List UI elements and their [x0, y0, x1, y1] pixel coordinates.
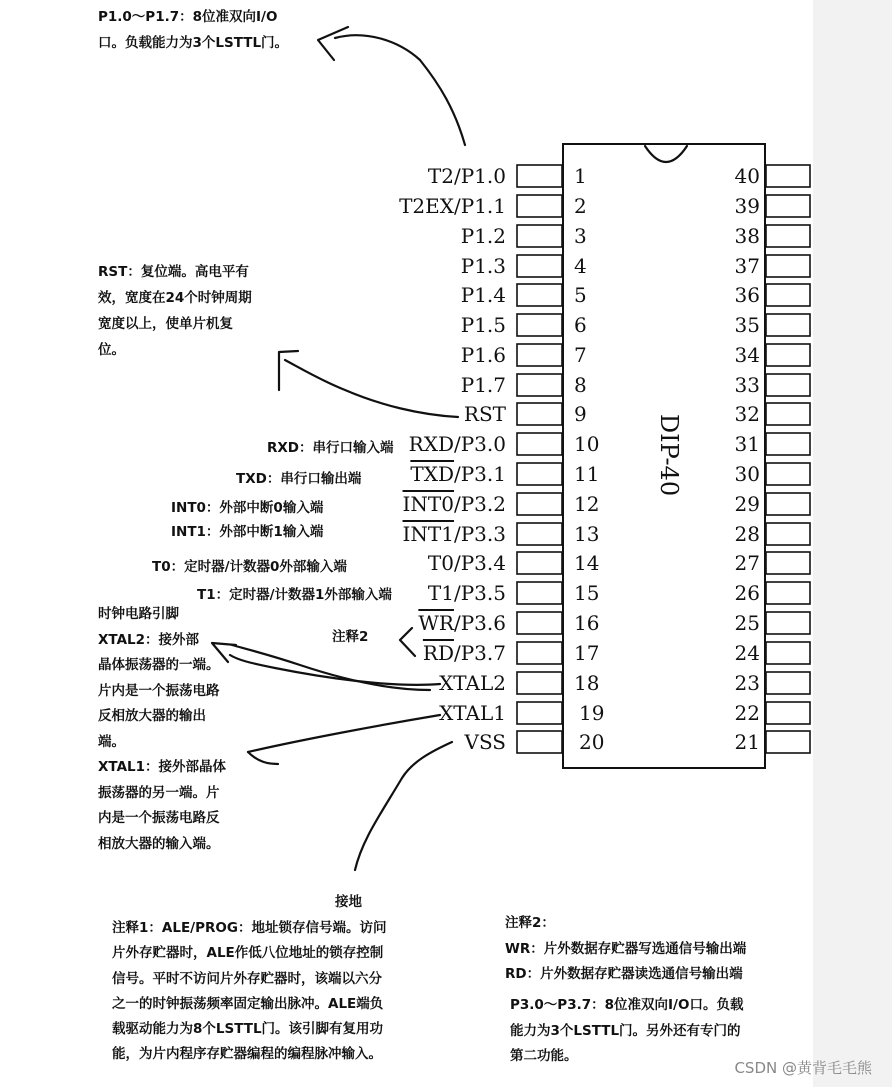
pin-box-14: [517, 552, 562, 574]
pin-label-16: [418, 611, 506, 635]
pin-number-14: 14: [574, 551, 600, 575]
t1-note: T1：定时器/计数器1外部输入端: [197, 587, 392, 603]
pin-number-15: 15: [574, 581, 600, 605]
pin-box-32: [766, 403, 810, 425]
pin-label-13-text: /P3.3: [453, 522, 506, 546]
rxd-note: RXD：串行口输入端: [267, 440, 394, 456]
pin-number-30: 30: [734, 462, 760, 486]
pin-box-37: [766, 255, 810, 277]
pin-box-15: [517, 582, 562, 604]
pin-label-2-text: T2EX/P1.1: [399, 194, 506, 218]
pin-label-19: [439, 701, 506, 725]
xtal-note-line: 时钟电路引脚: [98, 606, 179, 622]
pin-label-2: [399, 194, 506, 218]
pin-number-33: 33: [734, 373, 760, 397]
pin-box-40: [766, 165, 810, 187]
int1-note: INT1：外部中断1输入端: [171, 524, 324, 540]
pin-box-36: [766, 284, 810, 306]
rst-arrow-head: [279, 351, 298, 390]
pin-box-38: [766, 225, 810, 247]
pin-box-5: [517, 284, 562, 306]
pin-box-10: [517, 433, 562, 455]
pin-label-15-text: T1/P3.5: [427, 581, 506, 605]
rst-note-line: 效，宽度在24个时钟周期: [98, 290, 252, 306]
pin-label-16-text: /P3.6: [453, 611, 506, 635]
xtal-note-line: 晶体振荡器的一端。: [98, 657, 220, 673]
xtal-note-line: XTAL2：接外部: [98, 631, 200, 648]
pin-label-7-text: P1.6: [460, 343, 506, 367]
xtal-note-line: 反相放大器的输出: [98, 708, 206, 724]
pin-box-26: [766, 582, 810, 604]
pin-box-2: [517, 195, 562, 217]
xtal-note: [98, 602, 226, 857]
pin-number-17: 17: [574, 641, 600, 665]
pin-label-10: [409, 432, 506, 456]
pin-box-17: [517, 642, 562, 664]
pin-label-1: [428, 164, 506, 188]
pin-box-20: [517, 731, 562, 753]
pin-box-25: [766, 612, 810, 634]
pin-number-25: 25: [734, 611, 760, 635]
note1-line: 注释1：ALE/PROG：地址锁存信号端。访问: [112, 920, 387, 936]
pin-number-34: 34: [734, 343, 760, 367]
rst-note-line: 宽度以上，使单片机复: [98, 316, 233, 332]
pin-label-12: [403, 492, 506, 516]
pin-number-24: 24: [734, 641, 760, 665]
pin-box-9: [517, 403, 562, 425]
pin-label-17-overline: $\overline{RD}$: [422, 641, 454, 665]
note1-line: 能，为片内程序存贮器编程的编程脉冲输入。: [112, 1046, 382, 1063]
xtal-note-line: XTAL1：接外部晶体: [98, 759, 227, 775]
pin-box-12: [517, 493, 562, 515]
pin-box-24: [766, 642, 810, 664]
pin-number-29: 29: [734, 492, 760, 516]
pin-label-13: [403, 522, 506, 546]
pin-label-11: [410, 462, 506, 486]
pin-number-19: 19: [579, 701, 605, 725]
note2: [505, 911, 746, 988]
pin-label-1-text: T2/P1.0: [427, 164, 506, 188]
pin-number-22: 22: [734, 701, 760, 725]
pin-number-10: 10: [574, 432, 600, 456]
pin-box-30: [766, 463, 810, 485]
int0-note: INT0：外部中断0输入端: [171, 500, 324, 516]
pin-number-40: 40: [734, 164, 760, 188]
pin-label-5: [461, 283, 506, 307]
xtal-note-line: 内是一个振荡电路反: [98, 810, 220, 826]
pin-number-36: 36: [734, 283, 760, 307]
pin-label-15: [428, 581, 506, 605]
p1-note-line: P1.0～P1.7：8位准双向I/O: [98, 9, 278, 25]
xtal-note-line: 相放大器的输入端。: [98, 835, 220, 852]
pin-label-17-text: /P3.7: [453, 641, 506, 665]
p3-note-line: 能力为3个LSTTL门。另外还有专门的: [510, 1022, 741, 1039]
pin-number-38: 38: [734, 224, 760, 248]
pin-label-11-overline: $\overline{TXD}$: [410, 462, 454, 486]
rst-arrow-line: [285, 360, 458, 417]
rst-note-line: RST：复位端。高电平有: [98, 264, 249, 280]
note1-line: 之一的时钟振荡频率固定输出脉冲。ALE端负: [112, 995, 384, 1012]
note2-line: RD：片外数据存贮器读选通信号输出端: [505, 966, 743, 982]
pin-label-12-text: /P3.2: [453, 492, 506, 516]
note2-line: 注释2：: [505, 915, 555, 931]
pin-box-3: [517, 225, 562, 247]
pin-number-20: 20: [579, 730, 605, 754]
pin-number-9: 9: [574, 402, 587, 426]
pin-label-7: [461, 343, 506, 367]
pin-number-18: 18: [574, 671, 600, 695]
p1-arrow-head: [318, 27, 348, 60]
pin-label-14: [428, 551, 506, 575]
pin-number-23: 23: [734, 671, 760, 695]
pin-label-4-text: P1.3: [460, 254, 506, 278]
pin-box-21: [766, 731, 810, 753]
pin-label-8: [461, 373, 506, 397]
pin-label-18-text: XTAL2: [439, 671, 506, 695]
rst-note: [98, 259, 252, 363]
pin-label-6: [461, 313, 506, 337]
pin-label-5-text: P1.4: [460, 283, 506, 307]
pin-label-20: [465, 730, 507, 754]
pin-label-19-text: XTAL1: [439, 701, 506, 725]
pin-label-13-overline: INT1: [402, 522, 454, 546]
pin-box-33: [766, 374, 810, 396]
pin-label-6-text: P1.5: [460, 313, 506, 337]
pin-label-3-text: P1.2: [460, 224, 506, 248]
t0-note: T0：定时器/计数器0外部输入端: [152, 559, 347, 575]
note2-bracket: [400, 628, 415, 656]
pin-box-39: [766, 195, 810, 217]
watermark: CSDN @黄背毛毛熊: [734, 1059, 872, 1077]
pin-box-19: [517, 702, 562, 724]
note1-line: 信号。平时不访问片外存贮器时，该端以六分: [112, 970, 382, 987]
pin-number-35: 35: [734, 313, 760, 337]
pin-box-11: [517, 463, 562, 485]
pin-label-17: [423, 641, 506, 665]
p3-note: [510, 993, 743, 1070]
pin-number-8: 8: [574, 373, 587, 397]
pin-number-31: 31: [734, 432, 760, 456]
pin-box-34: [766, 344, 810, 366]
pin-label-8-text: P1.7: [460, 373, 506, 397]
xtal2-arrow-line-2: [232, 645, 430, 690]
pin-label-3: [461, 224, 506, 248]
pin-box-8: [517, 374, 562, 396]
pin-number-39: 39: [734, 194, 760, 218]
pin-number-11: 11: [574, 462, 600, 486]
pin-box-35: [766, 314, 810, 336]
xtal1-arrow-line: [248, 715, 440, 752]
pin-number-21: 21: [734, 730, 760, 754]
pin-box-18: [517, 672, 562, 694]
p1-note-line: 口。负载能力为3个LSTTL门。: [98, 34, 289, 51]
pin-box-23: [766, 672, 810, 694]
pin-number-27: 27: [734, 551, 760, 575]
note1: [112, 916, 386, 1068]
pin-number-32: 32: [734, 402, 760, 426]
pin-box-13: [517, 523, 562, 545]
ground-line: [355, 742, 452, 870]
pin-label-20-text: VSS: [464, 730, 506, 754]
pin-box-22: [766, 702, 810, 724]
pin-number-16: 16: [574, 611, 600, 635]
pin-label-18: [439, 671, 506, 695]
pin-box-4: [517, 255, 562, 277]
xtal2-arrow-line: [230, 655, 440, 685]
pin-box-1: [517, 165, 562, 187]
pin-label-16-overline: $\overline{WR}$: [418, 611, 454, 635]
p1-note: [98, 5, 288, 56]
rst-note-line: 位。: [98, 342, 125, 358]
pin-box-6: [517, 314, 562, 336]
p3-note-line: 第二功能。: [510, 1048, 578, 1064]
pin-number-37: 37: [734, 254, 760, 278]
pin-number-26: 26: [734, 581, 760, 605]
pin-number-12: 12: [574, 492, 600, 516]
pin-box-27: [766, 552, 810, 574]
pin-number-7: 7: [574, 343, 587, 367]
pin-label-9: [464, 402, 506, 426]
pin-number-5: 5: [574, 283, 587, 307]
pin-box-28: [766, 523, 810, 545]
xtal-note-line: 端。: [98, 733, 125, 750]
p3-note-line: P3.0～P3.7：8位准双向I/O口。负载: [510, 997, 744, 1013]
pin-number-6: 6: [574, 313, 587, 337]
pin-label-10-text: RXD/P3.0: [408, 432, 506, 456]
pin-number-3: 3: [574, 224, 587, 248]
pin-label-12-overline: INT0: [402, 492, 454, 516]
pin-label-14-text: T0/P3.4: [427, 551, 506, 575]
pin-number-2: 2: [574, 194, 587, 218]
chip-title: DIP-40: [655, 413, 683, 497]
note1-line: 载驱动能力为8个LSTTL门。该引脚有复用功: [112, 1021, 384, 1038]
pin-number-4: 4: [574, 254, 587, 278]
pin-number-13: 13: [574, 522, 600, 546]
pin-label-11-text: /P3.1: [453, 462, 506, 486]
pin-box-7: [517, 344, 562, 366]
pin-label-4: [461, 254, 506, 278]
xtal-note-line: 振荡器的另一端。片: [98, 784, 220, 801]
pin-number-1: 1: [574, 164, 587, 188]
pin-number-28: 28: [734, 522, 760, 546]
pin-label-9-text: RST: [463, 402, 506, 426]
xtal1-arrow-tail: [248, 752, 278, 764]
p1-arrow-line: [335, 35, 465, 145]
xtal-note-line: 片内是一个振荡电路: [98, 682, 220, 699]
pin-box-29: [766, 493, 810, 515]
ground-note: 接地: [335, 894, 362, 910]
txd-note: TXD：串行口输出端: [236, 471, 362, 487]
note1-line: 片外存贮器时，ALE作低八位地址的锁存控制: [112, 945, 384, 962]
pin-box-31: [766, 433, 810, 455]
note2-tag: 注释2: [332, 629, 369, 645]
note2-line: WR：片外数据存贮器写选通信号输出端: [505, 940, 747, 957]
pin-box-16: [517, 612, 562, 634]
